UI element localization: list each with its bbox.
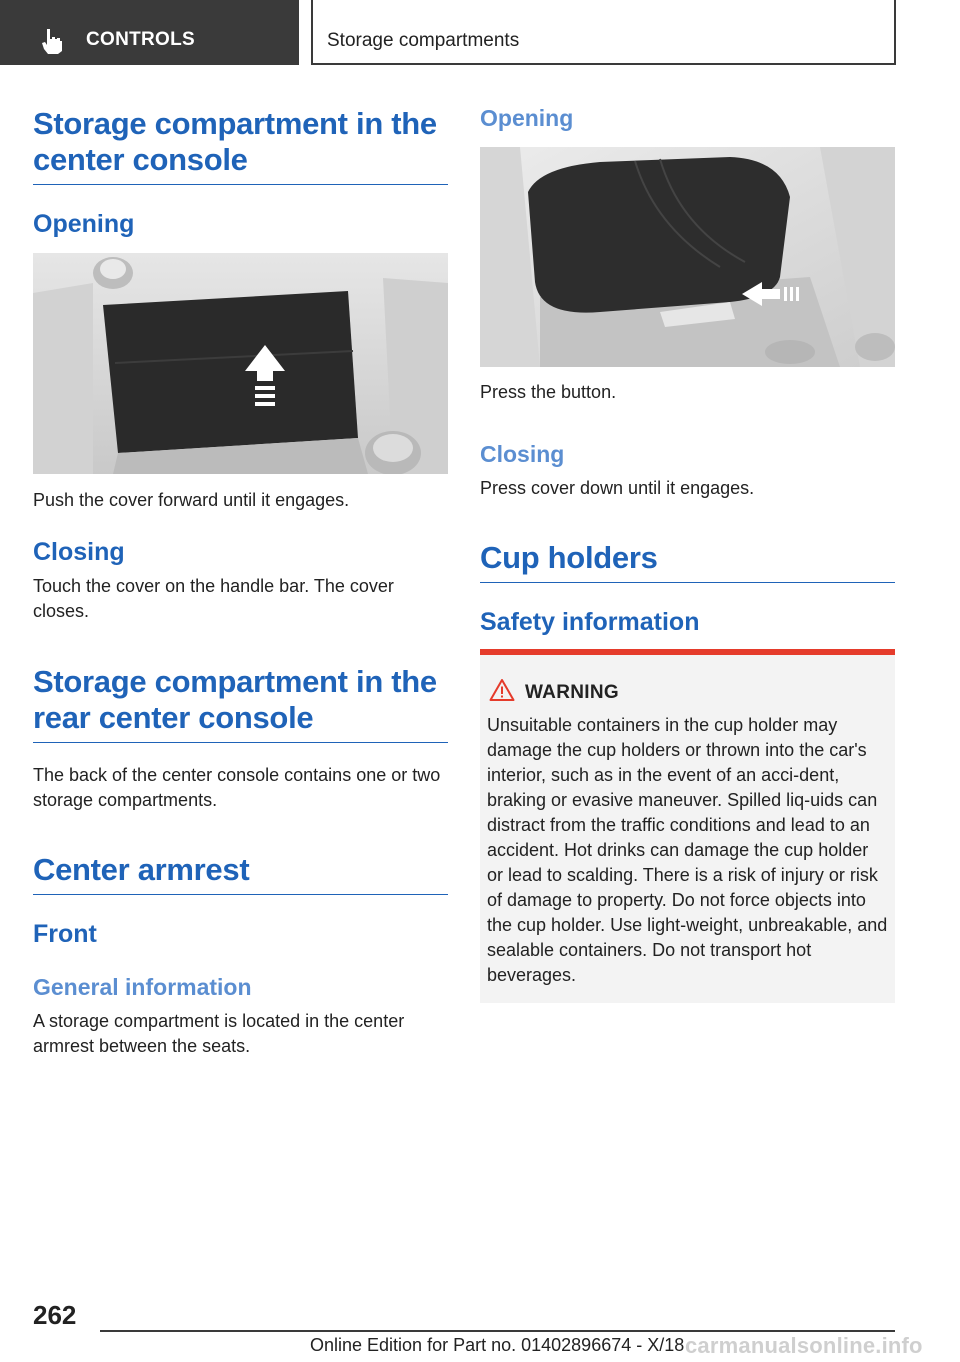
center-console-image (33, 253, 448, 474)
section-title: CONTROLS (86, 29, 196, 50)
footer-divider (100, 1330, 895, 1332)
warning-box (480, 649, 895, 1003)
heading-front: Front (33, 920, 97, 948)
warning-text: Unsuitable containers in the cup holder may damage the cup holders or thrown into the car's interior, such as in the event of an acci‐dent, braking or evasive maneuver. Spilled liq‐uids can distract from the traffic conditions and lead to an accident. Hot drinks can damage the cup holder or lead to scalding. There is a risk of injury or risk of damage to property. Do not force objects into the cup holder. Use light‐weight, unbreakable, and sealable containers. Do not transport hot beverages. (487, 715, 888, 985)
armrest-closing-text: Press cover down until it engages. (480, 478, 755, 498)
chapter-title: Storage compartments (327, 30, 520, 51)
watermark: carmanualsonline.info (685, 1333, 923, 1358)
heading-cup-holders: Cup holders (480, 540, 895, 583)
header-chapter-box (311, 0, 896, 65)
header-section-tab (0, 0, 299, 65)
heading-center-armrest: Center armrest (33, 852, 448, 895)
armrest-image (480, 147, 895, 367)
heading-rear-console: Storage compartment in the rear center console (33, 664, 448, 743)
armrest-illustration (480, 147, 895, 367)
heading-armrest-closing: Closing (480, 441, 565, 467)
heading-general-information: General information (33, 974, 252, 1000)
rear-console-text: The back of the center console contains one or two storage compartments. (33, 765, 441, 810)
heading-closing: Closing (33, 538, 125, 566)
closing-text: Touch the cover on the handle bar. The cover closes. (33, 576, 394, 621)
heading-armrest-opening: Opening (480, 105, 574, 131)
warning-label: WARNING (525, 682, 619, 703)
console-illustration (33, 253, 448, 474)
footer-edition: Online Edition for Part no. 01402896674 - X/18 (310, 1335, 685, 1355)
armrest-opening-caption: Press the button. (480, 382, 617, 402)
heading-opening: Opening (33, 210, 135, 238)
heading-safety-information: Safety information (480, 608, 700, 636)
opening-caption: Push the cover forward until it engages. (33, 490, 350, 510)
pointing-hand-icon (38, 27, 66, 55)
heading-center-console: Storage compartment in the center console (33, 106, 448, 185)
page-number: 262 (33, 1300, 77, 1330)
warning-triangle-icon (489, 678, 515, 702)
general-information-text: A storage compartment is located in the center armrest between the seats. (33, 1011, 405, 1056)
